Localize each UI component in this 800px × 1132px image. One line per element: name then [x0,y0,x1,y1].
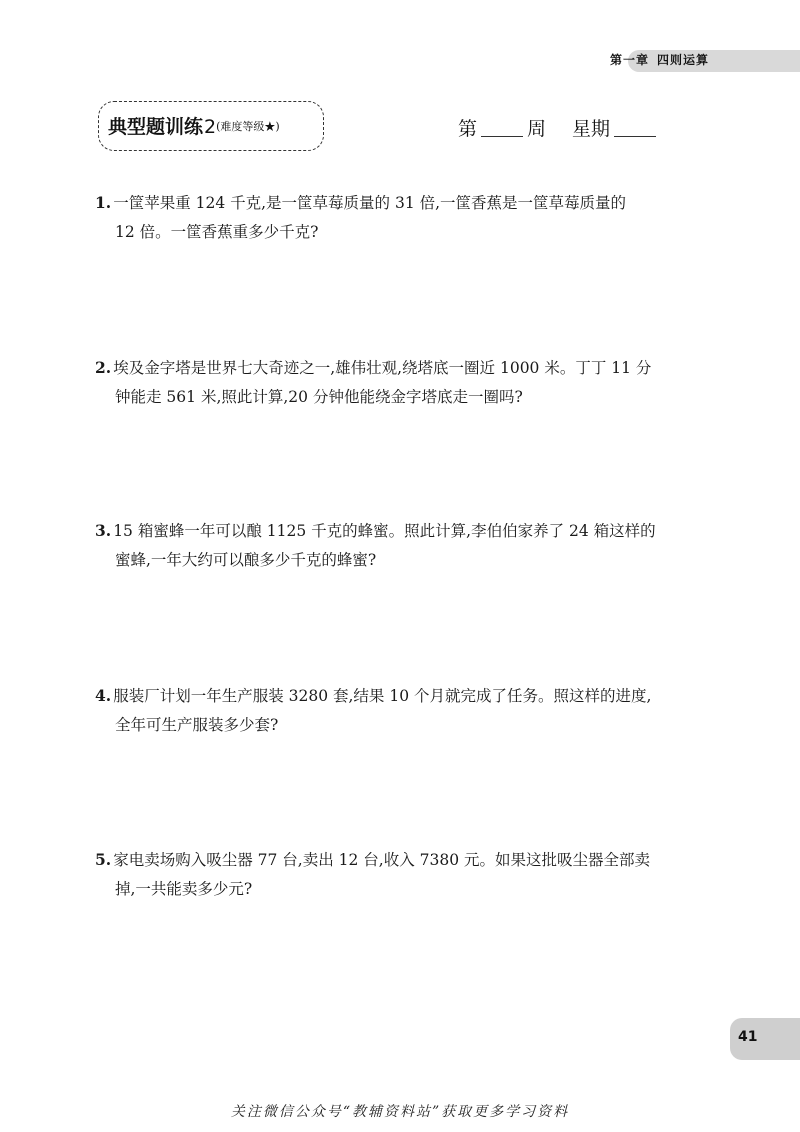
week-blank[interactable] [481,118,523,137]
question-text-line2: 蜜蜂,一年大约可以酿多少千克的蜂蜜? [115,551,377,569]
question-text-line2: 掉,一共能卖多少元? [115,880,253,898]
weekday-word: 星期 [572,118,611,140]
question-4 [95,681,725,740]
question-number: 4. [95,686,112,705]
week-prefix: 第 [458,118,478,140]
question-number: 3. [95,521,112,540]
question-5 [95,845,725,904]
question-text-line1: 一筐苹果重 124 千克,是一筐草莓质量的 31 倍,一筐香蕉是一筐草莓质量的 [113,194,627,212]
question-number: 1. [95,193,112,212]
title-main: 典型题训练 [108,116,204,138]
question-text-line2: 全年可生产服装多少套? [115,716,279,734]
question-number: 2. [95,358,112,377]
question-number: 5. [95,850,112,869]
section-label: 四则运算 [657,53,710,67]
question-text-line2: 12 倍。一筐香蕉重多少千克? [115,223,319,241]
question-text-line1: 家电卖场购入吸尘器 77 台,卖出 12 台,收入 7380 元。如果这批吸尘器全部卖 [113,851,650,869]
chapter-heading [610,51,709,68]
page-number: 41 [738,1029,758,1045]
question-text-line1: 埃及金字塔是世界七大奇迹之一,雄伟壮观,绕塔底一圈近 1000 米。丁丁 11 分 [113,359,652,377]
difficulty-label: (难度等级★) [216,120,280,133]
footer-note: 关注微信公众号“教辅资料站”获取更多学习资料 [230,1104,570,1120]
page-title [108,112,280,139]
week-field [458,114,656,141]
question-2 [95,353,725,412]
weekday-blank[interactable] [614,118,656,137]
week-word: 周 [527,118,547,140]
question-text-line2: 钟能走 561 米,照此计算,20 分钟他能绕金字塔底走一圈吗? [115,388,523,406]
question-1 [95,188,725,247]
chapter-label: 第一章 [610,53,650,67]
question-text-line1: 15 箱蜜蜂一年可以酿 1125 千克的蜂蜜。照此计算,李伯伯家养了 24 箱这样的 [113,522,656,540]
question-3 [95,516,725,575]
question-text-line1: 服装厂计划一年生产服装 3280 套,结果 10 个月就完成了任务。照这样的进度, [113,687,652,705]
title-number: 2 [204,116,217,138]
